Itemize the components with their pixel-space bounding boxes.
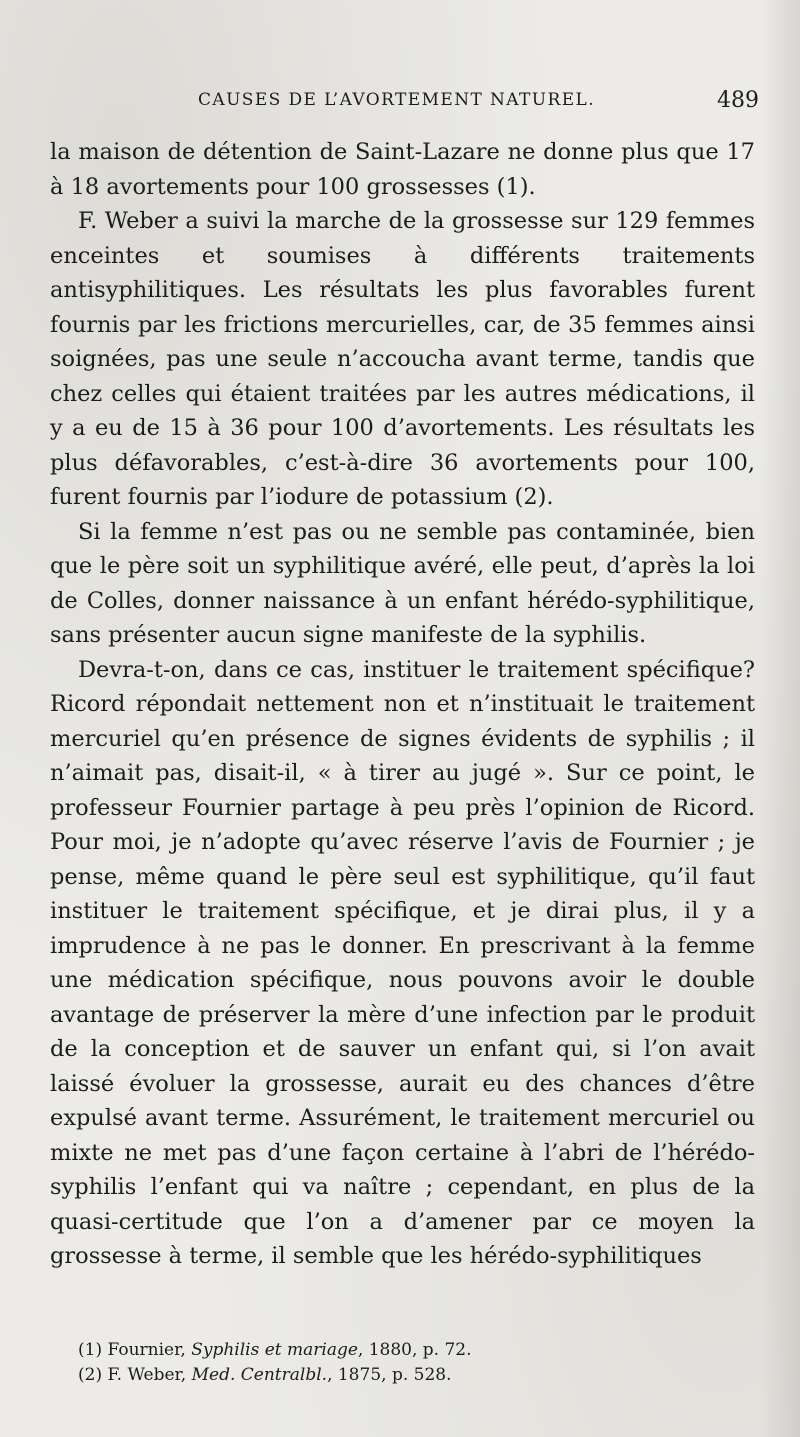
footnote-title: Med. Centralbl. <box>191 1365 328 1385</box>
footnote-1 <box>78 1338 738 1363</box>
running-title: CAUSES DE L’AVORTEMENT NATUREL. <box>198 90 595 110</box>
footnote-2 <box>78 1363 738 1388</box>
body-text <box>50 135 755 1274</box>
footnote-marker: (2) <box>78 1365 103 1385</box>
footnote-title: Syphilis et mariage <box>191 1340 358 1360</box>
page-number: 489 <box>717 88 759 113</box>
footnote-details: , 1875, p. 528. <box>327 1365 452 1385</box>
page-edge-shadow <box>760 0 800 1437</box>
footnote-author: F. Weber, <box>107 1365 187 1385</box>
page-header <box>50 88 765 120</box>
paragraph-weber: F. Weber a suivi la marche de la grossesse sur 129 femmes enceintes et soumises à différents traitements antisyphilitiques. Les résultats les plus favorables furent fournis par les frictions mercurielles, car, de 35 femmes ainsi soignées, pas une seule n’accoucha avant terme, tandis que chez celles qui étaient traitées par les autres médications, il y a eu de 15 à 36 pour 100 d’avortements. Les résultats les plus défavorables, c’est-à-dire 36 avortements pour 100, furent fournis par l’iodure de potassium (2). <box>50 208 755 510</box>
paragraph-traitement: Devra-t-on, dans ce cas, instituer le traitement spécifique? Ricord répondait nettement non et n’instituait le traitement mercuriel qu’en présence de signes évidents de syphilis ; il n’aimait pas, disait-il, « à tirer au jugé ». Sur ce point, le professeur Fournier partage à peu près l’opinion de Ricord. Pour moi, je n’adopte qu’avec réserve l’avis de Fournier ; je pense, même quand le père seul est syphilitique, qu’il faut instituer le traitement spécifique, et je dirai plus, il y a imprudence à ne pas le donner. En prescrivant à la femme une médication spécifique, nous pouvons avoir le double avantage de préserver la mère d’une infection par le produit de la conception et de sauver un enfant qui, si l’on avait laissé évoluer la grossesse, aurait eu des chances d’être expulsé avant terme. Assurément, le traitement mercuriel ou mixte ne met pas d’une façon certaine à l’abri de l’hérédo-syphilis l’enfant qui va naître ; cependant, en plus de la quasi-certitude que l’on a d’amener par ce moyen la grossesse à terme, il semble que les hérédo-syphilitiques <box>50 656 755 1269</box>
paragraph-colles: Si la femme n’est pas ou ne semble pas contaminée, bien que le père soit un syphilitique avéré, elle peut, d’après la loi de Colles, donner naissance à un enfant hérédo-syphilitique, sans présenter aucun signe manifeste de la syphilis. <box>50 518 755 648</box>
paragraph-continued: la maison de détention de Saint-Lazare ne donne plus que 17 à 18 avortements pour 100 grossesses (1). <box>50 139 755 200</box>
footnote-marker: (1) <box>78 1340 103 1360</box>
footnote-author: Fournier, <box>107 1340 186 1360</box>
footnote-details: , 1880, p. 72. <box>357 1340 472 1360</box>
footnotes <box>78 1338 738 1388</box>
